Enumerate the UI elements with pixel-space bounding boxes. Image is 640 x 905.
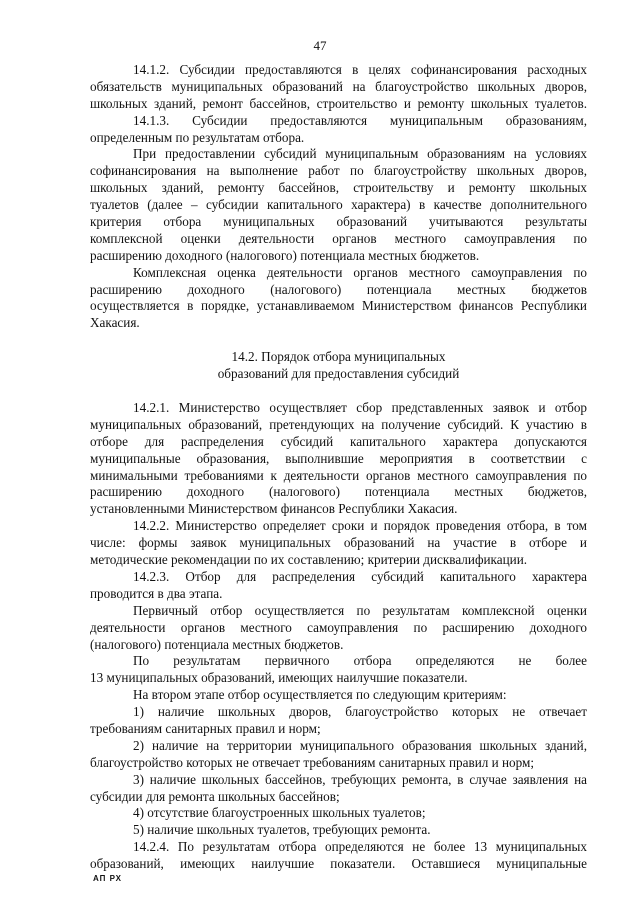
- text-line: отборе для распределения субсидий капитального характера допускаются: [90, 433, 587, 449]
- text-line: туалетов (далее – субсидии капитального характера) в качестве дополнительного: [90, 197, 587, 213]
- text-line: 3) наличие школьных бассейнов, требующих ремонта, в случае заявления на: [133, 771, 587, 787]
- text-line: При предоставлении субсидий муниципальным образованиям на условиях: [133, 146, 587, 162]
- text-line: 14.2.1. Министерство осуществляет сбор представленных заявок и отбор: [133, 400, 587, 416]
- text-line: методические рекомендации по их составлению; критерии дисквалификации.: [90, 552, 528, 568]
- text-line: 2) наличие на территории муниципального образования школьных зданий,: [133, 737, 587, 753]
- footer-mark: АП РХ: [93, 874, 123, 883]
- blank-line: [90, 332, 587, 349]
- text-line: По результатам первичного отбора определяются не более: [133, 653, 587, 669]
- text-line: 13 муниципальных образований, имеющих наилучшие показатели.: [90, 670, 468, 686]
- text-line: 5) наличие школьных туалетов, требующих ремонта.: [133, 822, 431, 838]
- text-line: благоустройство которых не отвечает требованиям санитарных правил и норм;: [90, 754, 535, 770]
- text-line: критерия отбора муниципальных образований учитываются результаты: [90, 214, 587, 230]
- text-line: Комплексная оценка деятельности органов местного самоуправления по: [133, 264, 587, 280]
- section-heading-line: 14.2. Порядок отбора муниципальных: [231, 349, 446, 365]
- text-line: расширению доходного (налогового) потенциала местных бюджетов,: [90, 484, 587, 500]
- text-line: комплексной оценки деятельности органов местного самоуправления по: [90, 230, 587, 246]
- text-line: муниципальных образований, претендующих на получение субсидий. К участию в: [90, 416, 587, 432]
- text-line: На втором этапе отбор осуществляется по следующим критериям:: [133, 687, 507, 703]
- text-line: числе: формы заявок муниципальных образований на участие в отборе и: [90, 535, 587, 551]
- blank-line: [90, 383, 587, 400]
- section-heading-line: образований для предоставления субсидий: [217, 366, 460, 382]
- document-body: [90, 62, 587, 873]
- text-line: 14.1.3. Субсидии предоставляются муниципальным образованиям,: [133, 112, 587, 128]
- text-line: муниципальные образования, выполнившие мероприятия в соответствии с: [90, 450, 587, 466]
- text-line: Хакасия.: [90, 315, 140, 331]
- text-line: требованиям санитарных правил и норм;: [90, 720, 321, 736]
- text-line: школьных зданий, ремонту бассейнов, строительству и ремонту школьных: [90, 180, 587, 196]
- text-line: 14.1.2. Субсидии предоставляются в целях софинансирования расходных: [133, 62, 587, 77]
- text-line: установленными Министерством финансов Республики Хакасия.: [90, 501, 458, 517]
- text-line: школьных зданий, ремонт бассейнов, строительство и ремонту школьных туалетов.: [90, 95, 587, 111]
- text-line: софинансирования на выполнение работ по благоустройству школьных дворов,: [90, 163, 587, 179]
- text-line: Первичный отбор осуществляется по результатам комплексной оценки: [133, 602, 587, 618]
- text-line: деятельности органов местного самоуправления по расширению доходного: [90, 619, 587, 635]
- text-line: 1) наличие школьных дворов, благоустройство которых не отвечает: [133, 704, 587, 720]
- text-line: субсидии для ремонта школьных бассейнов;: [90, 788, 340, 804]
- text-line: расширению доходного (налогового) потенциала местных бюджетов.: [90, 247, 480, 263]
- text-line: определенным по результатам отбора.: [90, 129, 305, 145]
- text-line: 4) отсутствие благоустроенных школьных туалетов;: [133, 805, 426, 821]
- text-line: минимальными требованиями к деятельности органов местного самоуправления по: [90, 467, 587, 483]
- text-line: осуществляется в порядке, устанавливаемом Министерством финансов Республики: [90, 298, 587, 314]
- page-number: 47: [313, 38, 327, 53]
- text-line: проводится в два этапа.: [90, 585, 223, 601]
- text-line: 14.2.2. Министерство определяет сроки и порядок проведения отбора, в том: [133, 518, 587, 534]
- text-line: 14.2.4. По результатам отбора определяются не более 13 муниципальных: [133, 839, 587, 855]
- text-line: расширению доходного (налогового) потенциала местных бюджетов: [90, 281, 587, 297]
- text-line: (налогового) потенциала местных бюджетов.: [90, 636, 344, 652]
- text-line: обязательств муниципальных образований на благоустройство школьных дворов,: [90, 78, 587, 94]
- text-line: 14.2.3. Отбор для распределения субсидий капитального характера: [133, 568, 587, 584]
- text-line: образований, имеющих наилучшие показатели. Оставшиеся муниципальные: [90, 856, 587, 872]
